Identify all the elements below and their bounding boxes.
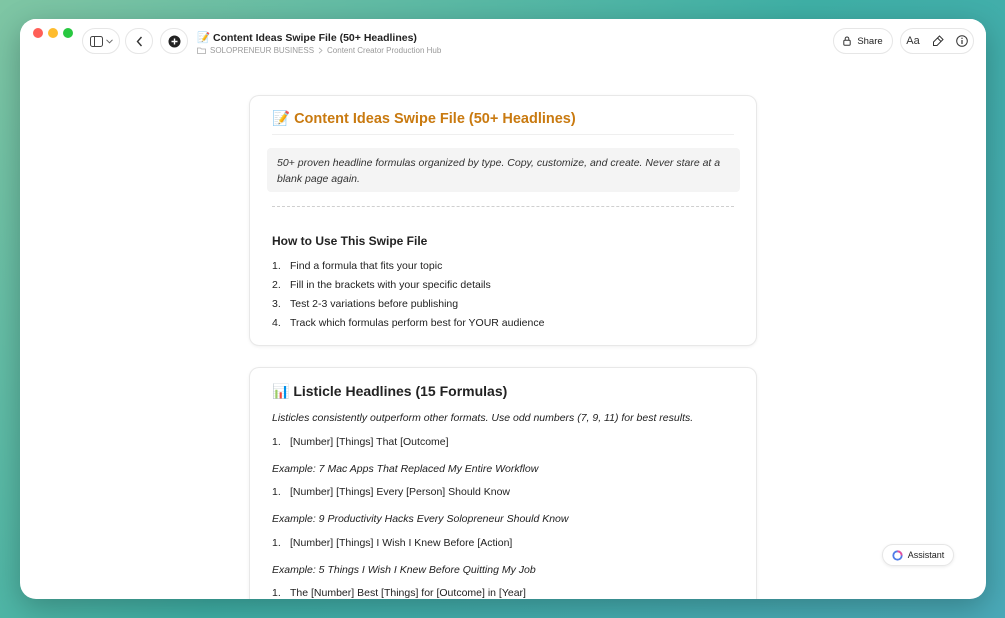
minimize-window-button[interactable]: [48, 28, 58, 38]
share-button[interactable]: [833, 28, 893, 54]
plus-circle-icon: [168, 35, 181, 48]
how-to-heading: How to Use This Swipe File: [272, 234, 428, 248]
title-bar: [20, 19, 986, 64]
chevron-right-icon: [318, 47, 323, 54]
listicle-card: [249, 367, 757, 599]
font-settings-button[interactable]: Aa: [906, 35, 920, 47]
dashed-divider: [272, 206, 734, 207]
folder-icon: [197, 47, 206, 54]
lock-icon: [843, 36, 851, 46]
list-item: 1. [Number] [Things] I Wish I Knew Before [Action]: [272, 537, 513, 549]
listicle-intro: Listicles consistently outperform other formats. Use odd numbers (7, 9, 11) for best results.: [272, 412, 694, 424]
example-text: Example: 5 Things I Wish I Knew Before Quitting My Job: [272, 564, 536, 576]
sidebar-icon: [90, 36, 103, 47]
breadcrumb-item-workspace[interactable]: SOLOPRENEUR BUSINESS: [210, 46, 315, 55]
intro-card: [249, 95, 757, 346]
list-item: 1. Find a formula that fits your topic: [272, 260, 443, 272]
chevron-down-icon: [106, 39, 113, 44]
list-item: 3. Test 2-3 variations before publishing: [272, 298, 459, 310]
breadcrumb: [197, 46, 441, 55]
list-item: 2. Fill in the brackets with your specific details: [272, 279, 491, 291]
close-window-button[interactable]: [33, 28, 43, 38]
info-icon[interactable]: [956, 35, 968, 47]
list-item: 1. The [Number] Best [Things] for [Outcome] in [Year]: [272, 587, 526, 599]
breadcrumb-item-hub[interactable]: Content Creator Production Hub: [327, 46, 442, 55]
sidebar-toggle-button[interactable]: [82, 28, 120, 54]
document-title: 📝 Content Ideas Swipe File (50+ Headlines): [197, 32, 417, 44]
app-window: [20, 19, 986, 599]
zoom-window-button[interactable]: [63, 28, 73, 38]
right-toolbar: [900, 28, 974, 54]
assistant-label: Assistant: [907, 550, 945, 560]
example-text: Example: 7 Mac Apps That Replaced My Entire Workflow: [272, 463, 539, 475]
document-content: [20, 64, 986, 599]
document-title-block: [197, 31, 441, 55]
back-button[interactable]: [125, 28, 153, 54]
new-page-button[interactable]: [160, 28, 188, 54]
page-title: 📝 Content Ideas Swipe File (50+ Headlines): [272, 111, 576, 127]
chevron-left-icon: [136, 36, 143, 47]
list-item: 1. [Number] [Things] Every [Person] Should Know: [272, 486, 511, 498]
title-divider: [272, 134, 734, 135]
assistant-button[interactable]: [882, 544, 954, 566]
example-text: Example: 9 Productivity Hacks Every Solopreneur Should Know: [272, 513, 569, 525]
list-item: 4. Track which formulas perform best for YOUR audience: [272, 317, 545, 329]
list-item: 1. [Number] [Things] That [Outcome]: [272, 436, 449, 448]
share-label: Share: [857, 35, 883, 47]
description-callout: 50+ proven headline formulas organized by type. Copy, customize, and create. Never stare at a blank page again.: [267, 148, 740, 192]
assistant-icon: [892, 550, 903, 561]
highlighter-icon[interactable]: [932, 35, 944, 47]
listicle-heading: 📊 Listicle Headlines (15 Formulas): [272, 383, 508, 399]
